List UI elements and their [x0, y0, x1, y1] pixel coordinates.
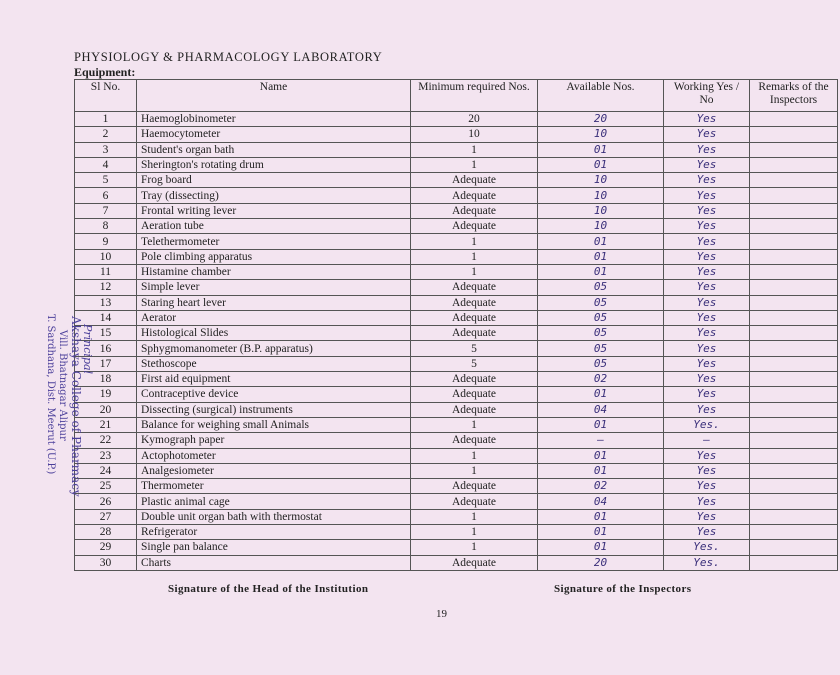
table-header-row [75, 80, 838, 112]
cell-min-required: 1 [411, 448, 538, 463]
cell-min-required: Adequate [411, 203, 538, 218]
cell-available: 01 [538, 417, 664, 432]
table-row [75, 341, 838, 356]
cell-working: Yes [664, 494, 750, 509]
cell-min-required: 1 [411, 525, 538, 540]
cell-working: Yes [664, 310, 750, 325]
cell-working: Yes [664, 112, 750, 127]
cell-available: 01 [538, 448, 664, 463]
table-row [75, 280, 838, 295]
cell-name: Staring heart lever [137, 295, 411, 310]
cell-name: Charts [137, 555, 411, 570]
cell-sl-no: 29 [75, 540, 137, 555]
cell-sl-no: 3 [75, 142, 137, 157]
cell-name: Single pan balance [137, 540, 411, 555]
cell-available: 20 [538, 555, 664, 570]
cell-min-required: 1 [411, 417, 538, 432]
cell-remarks [750, 310, 838, 325]
cell-remarks [750, 112, 838, 127]
cell-sl-no: 5 [75, 173, 137, 188]
table-row [75, 234, 838, 249]
cell-sl-no: 1 [75, 112, 137, 127]
cell-min-required: 1 [411, 509, 538, 524]
cell-working: Yes [664, 525, 750, 540]
cell-min-required: Adequate [411, 219, 538, 234]
cell-name: Double unit organ bath with thermostat [137, 509, 411, 524]
cell-min-required: Adequate [411, 433, 538, 448]
cell-name: Histological Slides [137, 326, 411, 341]
cell-sl-no: 11 [75, 264, 137, 279]
table-row [75, 448, 838, 463]
cell-sl-no: 22 [75, 433, 137, 448]
cell-remarks [750, 341, 838, 356]
table-row [75, 555, 838, 570]
cell-remarks [750, 448, 838, 463]
cell-remarks [750, 326, 838, 341]
cell-sl-no: 23 [75, 448, 137, 463]
cell-remarks [750, 173, 838, 188]
cell-name: Telethermometer [137, 234, 411, 249]
cell-working: Yes [664, 341, 750, 356]
cell-working: Yes. [664, 540, 750, 555]
cell-working: Yes [664, 127, 750, 142]
cell-remarks [750, 127, 838, 142]
cell-working: Yes [664, 173, 750, 188]
cell-sl-no: 7 [75, 203, 137, 218]
cell-remarks [750, 234, 838, 249]
table-row [75, 112, 838, 127]
signature-head-label: Signature of the Head of the Institution [168, 583, 369, 595]
stamp-line-2: Akshaya College of Pharmacy [69, 316, 83, 497]
cell-sl-no: 6 [75, 188, 137, 203]
cell-min-required: 1 [411, 157, 538, 172]
cell-remarks [750, 372, 838, 387]
cell-working: Yes [664, 326, 750, 341]
table-row [75, 433, 838, 448]
cell-remarks [750, 387, 838, 402]
table-row [75, 525, 838, 540]
cell-working: Yes [664, 280, 750, 295]
table-row [75, 540, 838, 555]
cell-working: Yes [664, 295, 750, 310]
cell-name: Sphygmomanometer (B.P. apparatus) [137, 341, 411, 356]
cell-working: Yes. [664, 555, 750, 570]
cell-remarks [750, 295, 838, 310]
cell-min-required: 20 [411, 112, 538, 127]
cell-name: Contraceptive device [137, 387, 411, 402]
cell-name: Aerator [137, 310, 411, 325]
cell-min-required: Adequate [411, 310, 538, 325]
cell-available: 01 [538, 157, 664, 172]
cell-available: 05 [538, 280, 664, 295]
cell-name: Histamine chamber [137, 264, 411, 279]
cell-available: 04 [538, 494, 664, 509]
cell-min-required: Adequate [411, 372, 538, 387]
table-row [75, 249, 838, 264]
cell-sl-no: 25 [75, 479, 137, 494]
cell-name: Frontal writing lever [137, 203, 411, 218]
cell-remarks [750, 494, 838, 509]
cell-available: 01 [538, 249, 664, 264]
cell-available: 05 [538, 326, 664, 341]
cell-name: Aeration tube [137, 219, 411, 234]
cell-remarks [750, 157, 838, 172]
cell-remarks [750, 249, 838, 264]
header-min-required: Minimum required Nos. [411, 80, 538, 112]
stamp-line-4: T. Sardhana, Dist. Meerut (U.P.) [45, 314, 56, 475]
cell-available: 05 [538, 310, 664, 325]
cell-working: Yes [664, 203, 750, 218]
cell-remarks [750, 509, 838, 524]
section-label: Equipment: [74, 65, 136, 79]
cell-remarks [750, 219, 838, 234]
cell-sl-no: 13 [75, 295, 137, 310]
cell-working: — [664, 433, 750, 448]
header-working: Working Yes / No [664, 80, 750, 112]
cell-remarks [750, 142, 838, 157]
cell-min-required: Adequate [411, 402, 538, 417]
cell-sl-no: 9 [75, 234, 137, 249]
cell-working: Yes [664, 463, 750, 478]
cell-working: Yes [664, 219, 750, 234]
cell-name: Dissecting (surgical) instruments [137, 402, 411, 417]
table-row [75, 417, 838, 432]
cell-sl-no: 15 [75, 326, 137, 341]
cell-min-required: Adequate [411, 326, 538, 341]
cell-sl-no: 24 [75, 463, 137, 478]
cell-min-required: 5 [411, 341, 538, 356]
cell-name: Actophotometer [137, 448, 411, 463]
cell-available: 02 [538, 372, 664, 387]
cell-remarks [750, 540, 838, 555]
cell-sl-no: 28 [75, 525, 137, 540]
table-row [75, 356, 838, 371]
table-row [75, 310, 838, 325]
lab-title: PHYSIOLOGY & PHARMACOLOGY LABORATORY [74, 50, 383, 64]
header-sl-no: Sl No. [75, 80, 137, 112]
cell-available: 01 [538, 540, 664, 555]
table-row [75, 173, 838, 188]
cell-remarks [750, 463, 838, 478]
cell-sl-no: 2 [75, 127, 137, 142]
cell-sl-no: 18 [75, 372, 137, 387]
cell-name: Thermometer [137, 479, 411, 494]
cell-min-required: Adequate [411, 555, 538, 570]
cell-available: 10 [538, 219, 664, 234]
cell-working: Yes [664, 142, 750, 157]
cell-sl-no: 17 [75, 356, 137, 371]
cell-sl-no: 14 [75, 310, 137, 325]
cell-remarks [750, 433, 838, 448]
cell-available: 10 [538, 203, 664, 218]
cell-min-required: 1 [411, 142, 538, 157]
table-row [75, 188, 838, 203]
table-row [75, 127, 838, 142]
cell-working: Yes [664, 188, 750, 203]
cell-working: Yes [664, 448, 750, 463]
cell-name: Stethoscope [137, 356, 411, 371]
cell-min-required: Adequate [411, 173, 538, 188]
cell-working: Yes [664, 157, 750, 172]
table-row [75, 494, 838, 509]
cell-name: Kymograph paper [137, 433, 411, 448]
cell-min-required: 10 [411, 127, 538, 142]
cell-available: 01 [538, 264, 664, 279]
table-row [75, 372, 838, 387]
cell-min-required: 1 [411, 249, 538, 264]
cell-available: 05 [538, 341, 664, 356]
cell-sl-no: 27 [75, 509, 137, 524]
cell-working: Yes. [664, 417, 750, 432]
cell-available: 04 [538, 402, 664, 417]
cell-name: Plastic animal cage [137, 494, 411, 509]
table-row [75, 142, 838, 157]
cell-working: Yes [664, 249, 750, 264]
cell-sl-no: 20 [75, 402, 137, 417]
table-body [75, 112, 838, 571]
table-row [75, 387, 838, 402]
cell-sl-no: 8 [75, 219, 137, 234]
cell-name: Haemoglobinometer [137, 112, 411, 127]
table-row [75, 479, 838, 494]
cell-available: 01 [538, 387, 664, 402]
cell-min-required: Adequate [411, 295, 538, 310]
table-row [75, 157, 838, 172]
cell-available: — [538, 433, 664, 448]
cell-name: First aid equipment [137, 372, 411, 387]
stamp-line-3: Vill. Bhatnagar Alipur [57, 330, 68, 441]
cell-min-required: 1 [411, 463, 538, 478]
table-row [75, 219, 838, 234]
header-name: Name [137, 80, 411, 112]
table-row [75, 402, 838, 417]
cell-working: Yes [664, 356, 750, 371]
cell-name: Pole climbing apparatus [137, 249, 411, 264]
cell-name: Sherington's rotating drum [137, 157, 411, 172]
cell-available: 01 [538, 234, 664, 249]
table-row [75, 203, 838, 218]
header-available: Available Nos. [538, 80, 664, 112]
cell-name: Tray (dissecting) [137, 188, 411, 203]
signature-inspectors-label: Signature of the Inspectors [554, 583, 692, 595]
cell-min-required: Adequate [411, 387, 538, 402]
cell-available: 10 [538, 188, 664, 203]
cell-remarks [750, 203, 838, 218]
equipment-table [74, 79, 838, 571]
cell-working: Yes [664, 387, 750, 402]
cell-working: Yes [664, 234, 750, 249]
cell-available: 01 [538, 509, 664, 524]
cell-working: Yes [664, 509, 750, 524]
cell-working: Yes [664, 264, 750, 279]
cell-working: Yes [664, 372, 750, 387]
cell-min-required: 1 [411, 264, 538, 279]
cell-sl-no: 19 [75, 387, 137, 402]
cell-remarks [750, 264, 838, 279]
cell-name: Haemocytometer [137, 127, 411, 142]
cell-min-required: 1 [411, 540, 538, 555]
cell-name: Student's organ bath [137, 142, 411, 157]
cell-working: Yes [664, 402, 750, 417]
cell-remarks [750, 525, 838, 540]
cell-sl-no: 4 [75, 157, 137, 172]
cell-name: Analgesiometer [137, 463, 411, 478]
cell-remarks [750, 356, 838, 371]
cell-available: 10 [538, 173, 664, 188]
cell-sl-no: 26 [75, 494, 137, 509]
cell-min-required: Adequate [411, 479, 538, 494]
table-row [75, 264, 838, 279]
table-row [75, 295, 838, 310]
cell-remarks [750, 280, 838, 295]
stamp-line-1: Principal [81, 324, 94, 375]
cell-min-required: Adequate [411, 494, 538, 509]
table-row [75, 326, 838, 341]
cell-available: 01 [538, 525, 664, 540]
cell-sl-no: 21 [75, 417, 137, 432]
table-row [75, 463, 838, 478]
cell-min-required: Adequate [411, 188, 538, 203]
cell-min-required: 1 [411, 234, 538, 249]
cell-remarks [750, 188, 838, 203]
cell-available: 10 [538, 127, 664, 142]
cell-available: 01 [538, 463, 664, 478]
cell-name: Refrigerator [137, 525, 411, 540]
cell-remarks [750, 417, 838, 432]
cell-min-required: Adequate [411, 280, 538, 295]
cell-name: Balance for weighing small Animals [137, 417, 411, 432]
cell-available: 01 [538, 142, 664, 157]
cell-remarks [750, 479, 838, 494]
table-row [75, 509, 838, 524]
cell-sl-no: 12 [75, 280, 137, 295]
page-number: 19 [436, 608, 447, 620]
cell-available: 05 [538, 295, 664, 310]
cell-name: Simple lever [137, 280, 411, 295]
cell-remarks [750, 402, 838, 417]
cell-sl-no: 30 [75, 555, 137, 570]
institution-stamp [24, 314, 94, 534]
cell-available: 02 [538, 479, 664, 494]
cell-working: Yes [664, 479, 750, 494]
cell-min-required: 5 [411, 356, 538, 371]
cell-name: Frog board [137, 173, 411, 188]
cell-remarks [750, 555, 838, 570]
cell-available: 05 [538, 356, 664, 371]
header-remarks: Remarks of the Inspectors [750, 80, 838, 112]
cell-sl-no: 16 [75, 341, 137, 356]
cell-sl-no: 10 [75, 249, 137, 264]
cell-available: 20 [538, 112, 664, 127]
